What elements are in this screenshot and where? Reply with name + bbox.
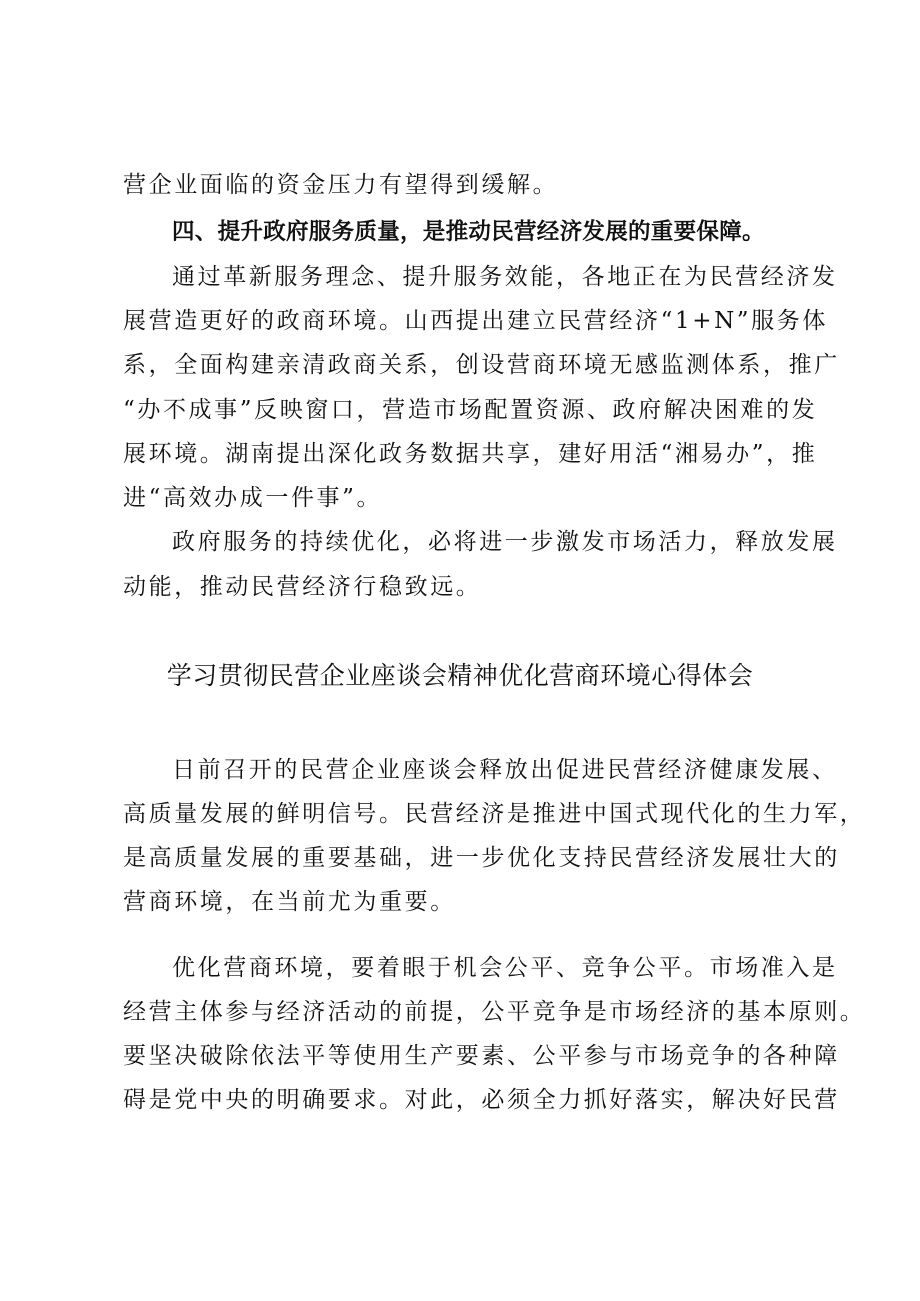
text-line: 通过革新服务理念、提升服务效能，各地正在为民营经济发 bbox=[172, 264, 838, 290]
text-line: 经营主体参与经济活动的前提，公平竞争是市场经济的基本原则。 bbox=[123, 999, 866, 1025]
article-title: 学习贯彻民营企业座谈会精神优化营商环境心得体会 bbox=[166, 661, 754, 690]
text-line: 系，全面构建亲清政商关系，创设营商环境无感监测体系，推广 bbox=[123, 352, 840, 378]
text-line: 高质量发展的鲜明信号。民营经济是推进中国式现代化的生力军， bbox=[123, 801, 866, 827]
text-line: 日前召开的民营企业座谈会释放出促进民营经济健康发展、 bbox=[172, 757, 838, 783]
text-line: 碍是党中央的明确要求。对此，必须全力抓好落实，解决好民营 bbox=[123, 1087, 840, 1113]
text-line: 优化营商环境，要着眼于机会公平、竞争公平。市场准入是 bbox=[172, 955, 838, 981]
text-line: 是高质量发展的重要基础，进一步优化支持民营经济发展壮大的 bbox=[123, 845, 840, 871]
text-line: 政府服务的持续优化，必将进一步激发市场活力，释放发展 bbox=[172, 529, 838, 555]
text-line: 要坚决破除依法平等使用生产要素、公平参与市场竞争的各种障 bbox=[123, 1043, 840, 1069]
text-line: 动能，推动民营经济行稳致远。 bbox=[123, 574, 482, 600]
text-line: 营企业面临的资金压力有望得到缓解。 bbox=[123, 172, 559, 198]
text-line: 展营造更好的政商环境。山西提出建立民营经济“1+N”服务体 bbox=[123, 308, 828, 334]
text-line: 进“高效办成一件事”。 bbox=[123, 485, 383, 511]
text-line: 展环境。湖南提出深化政务数据共享，建好用活“湘易办”，推 bbox=[123, 441, 818, 467]
text-line: “办不成事”反映窗口，营造市场配置资源、政府解决困难的发 bbox=[123, 397, 818, 423]
text-line: 营商环境，在当前尤为重要。 bbox=[123, 889, 456, 915]
section-heading: 四、提升政府服务质量，是推动民营经济发展的重要保障。 bbox=[172, 219, 765, 245]
